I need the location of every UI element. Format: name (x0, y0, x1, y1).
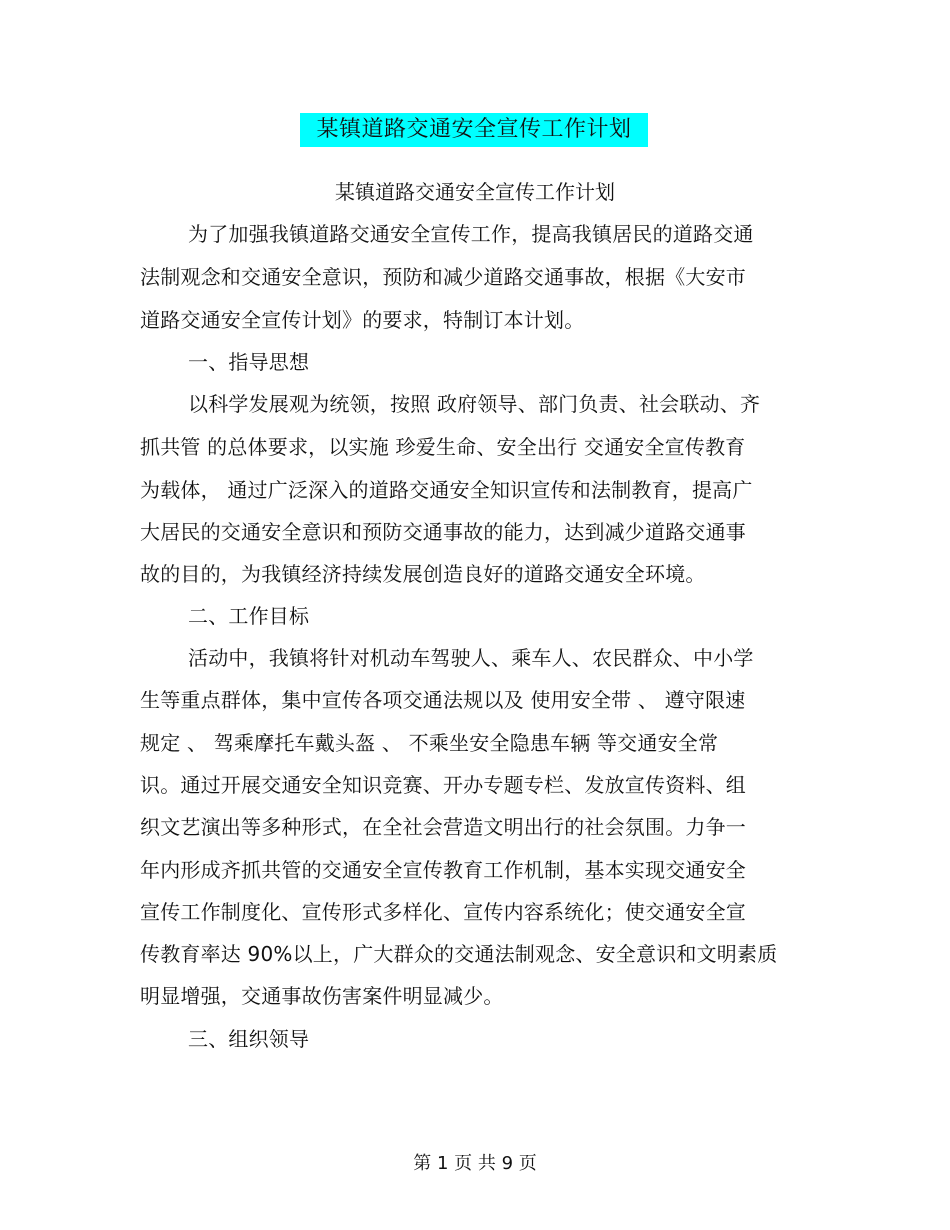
section-heading: 二、工作目标 (188, 604, 310, 628)
paragraph-line: 明显增强，交通事故伤害案件明显减少。 (140, 984, 504, 1008)
paragraph-line: 传教育率达 90%以上，广大群众的交通法制观念、安全意识和文明素质 (140, 942, 778, 966)
paragraph-line: 为载体， 通过广泛深入的道路交通安全知识宣传和法制教育，提高广 (140, 478, 753, 502)
paragraph-line: 道路交通安全宣传计划》的要求，特制订本计划。 (140, 308, 585, 332)
paragraph-line: 以科学发展观为统领，按照 政府领导、部门负责、社会联动、齐 (188, 392, 761, 416)
paragraph-line: 抓共管 的总体要求，以实施 珍爱生命、安全出行 交通安全宣传教育 (140, 435, 746, 459)
section-heading: 一、指导思想 (188, 350, 310, 374)
paragraph-line: 法制观念和交通安全意识，预防和减少道路交通事故，根据《大安市 (140, 265, 746, 289)
paragraph-line: 织文艺演出等多种形式，在全社会营造文明出行的社会氛围。力争一 (140, 815, 746, 839)
paragraph-line: 故的目的，为我镇经济持续发展创造良好的道路交通安全环境。 (140, 562, 706, 586)
paragraph-line: 年内形成齐抓共管的交通安全宣传教育工作机制，基本实现交通安全 (140, 858, 746, 882)
section-heading: 三、组织领导 (188, 1027, 310, 1051)
paragraph-line: 规定 、 驾乘摩托车戴头盔 、 不乘坐安全隐患车辆 等交通安全常 (140, 731, 719, 755)
paragraph-line: 识。通过开展交通安全知识竞赛、开办专题专栏、发放宣传资料、组 (140, 773, 746, 797)
paragraph-line: 大居民的交通安全意识和预防交通事故的能力，达到减少道路交通事 (140, 520, 746, 544)
paragraph-line: 宣传工作制度化、宣传形式多样化、宣传内容系统化；使交通安全宣 (140, 900, 746, 924)
paragraph-line: 为了加强我镇道路交通安全宣传工作，提高我镇居民的道路交通 (188, 222, 754, 246)
document-subtitle: 某镇道路交通安全宣传工作计划 (335, 180, 615, 204)
paragraph-line: 生等重点群体，集中宣传各项交通法规以及 使用安全带 、 遵守限速 (140, 688, 746, 712)
page-number: 第 1 页 共 9 页 (413, 1153, 537, 1174)
document-title: 某镇道路交通安全宣传工作计划 (316, 117, 632, 142)
paragraph-line: 活动中，我镇将针对机动车驾驶人、乘车人、农民群众、中小学 (188, 646, 754, 670)
